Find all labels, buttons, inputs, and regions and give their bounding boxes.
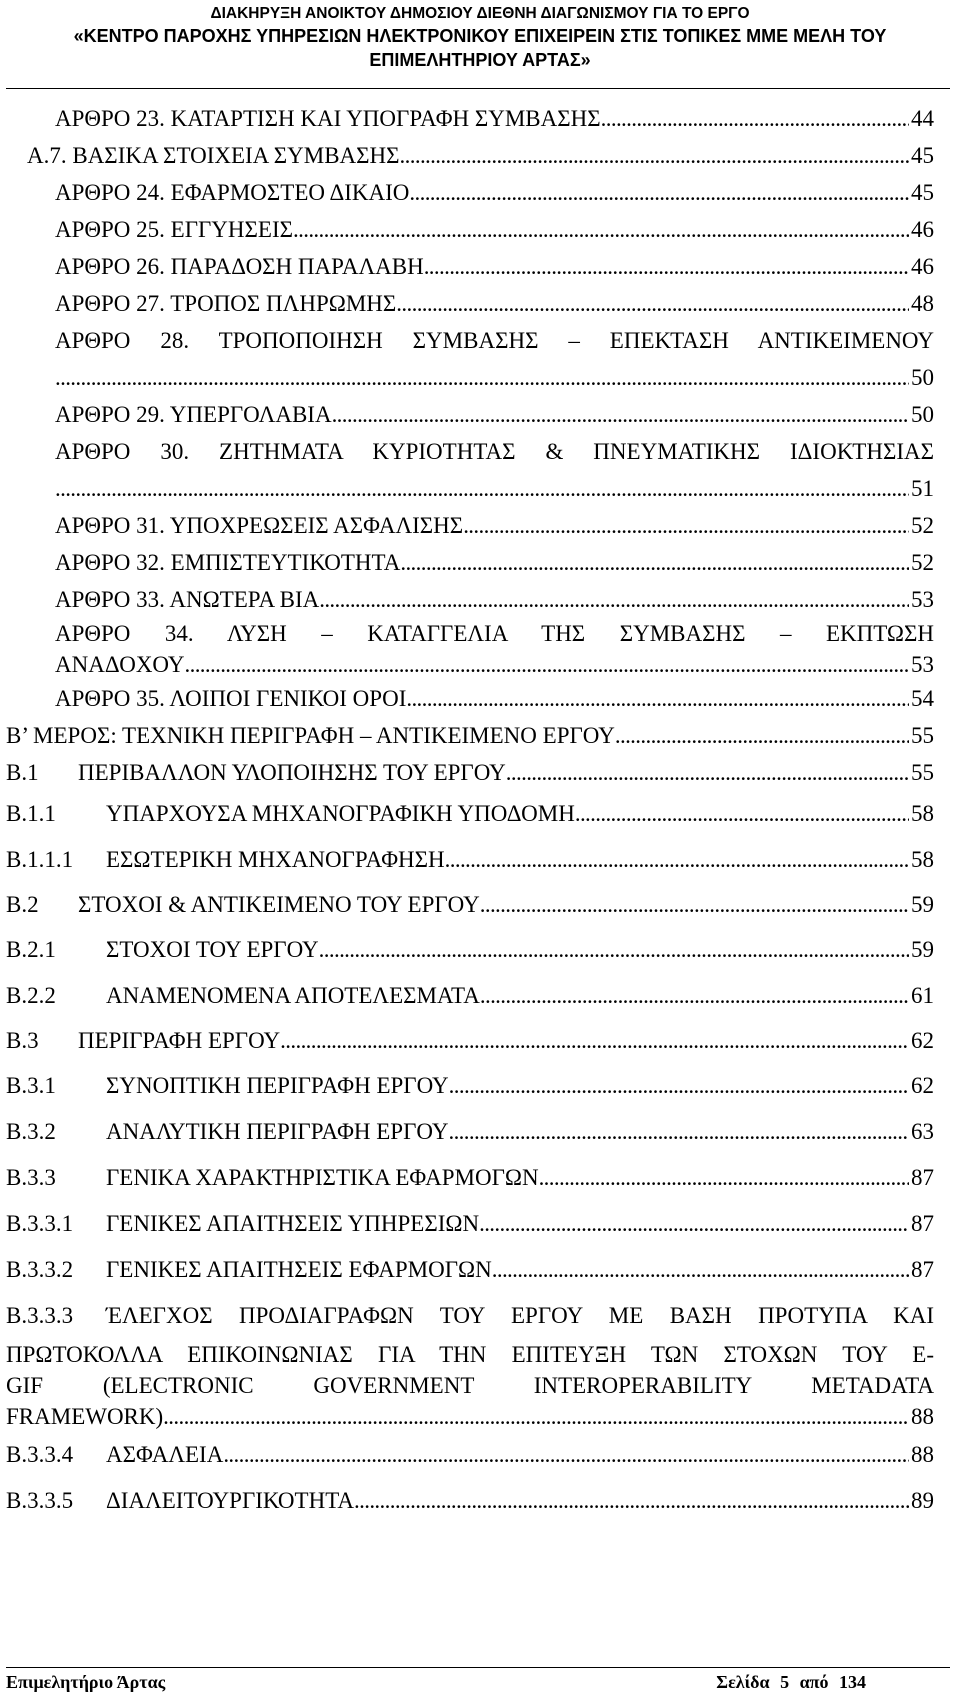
toc-entry[interactable] (6, 174, 934, 211)
toc-entry[interactable] (6, 1155, 934, 1201)
toc-section-number: Β.1.1 (6, 801, 56, 826)
toc-entry[interactable] (6, 1201, 934, 1247)
toc-leader-dots (409, 174, 909, 211)
toc-page-number: 88 (911, 1404, 934, 1429)
toc-entry-title: Β’ ΜΕΡΟΣ: ΤΕΧΝΙΚΗ ΠΕΡΙΓΡΑΦΗ – ΑΝΤΙΚΕΙΜΕΝΟ ΕΡΓΟΥ (6, 723, 615, 748)
toc-leader-dots (615, 717, 909, 754)
toc-page-number: 54 (911, 686, 934, 711)
footer-organization: Επιμελητήριο Άρτας (6, 1672, 166, 1692)
toc-entry-title: ΑΡΘΡΟ 28. ΤΡΟΠΟΠΟΙΗΣΗ ΣΥΜΒΑΣΗΣ – ΕΠΕΚΤΑΣΗ ΑΝΤΙΚΕΙΜΕΝΟΥ (55, 328, 934, 353)
toc-entry-title: ΑΡΘΡΟ 35. ΛΟΙΠΟΙ ΓΕΝΙΚΟΙ ΟΡΟΙ (55, 686, 407, 711)
toc-section-number: Β.3.2 (6, 1119, 56, 1144)
document-header (0, 4, 960, 72)
toc-entry[interactable] (6, 1432, 934, 1478)
toc-page-number: 89 (911, 1488, 934, 1513)
toc-entry-title: ΓΕΝΙΚΑ ΧΑΡΑΚΤΗΡΙΣΤΙΚΑ ΕΦΑΡΜΟΓΩΝ (106, 1165, 539, 1190)
toc-entry[interactable] (6, 544, 934, 581)
toc-leader-dots (479, 1201, 909, 1247)
toc-entry[interactable] (6, 211, 934, 248)
page-label: Σελίδα (716, 1672, 770, 1692)
toc-page-number: 62 (911, 1073, 934, 1098)
header-line-3: ΕΠΙΜΕΛΗΤΗΡΙΟΥ ΑΡΤΑΣ» (369, 50, 591, 70)
total-pages: 134 (839, 1672, 866, 1692)
toc-section-number: Β.3.3.3 (6, 1303, 74, 1328)
toc-page-number: 50 (911, 402, 934, 427)
toc-leader-dots (293, 211, 909, 248)
toc-page-number: 48 (911, 291, 934, 316)
toc-leader-dots (406, 680, 909, 717)
toc-entry-title: ΑΡΘΡΟ 23. ΚΑΤΑΡΤΙΣΗ ΚΑΙ ΥΠΟΓΡΑΦΗ ΣΥΜΒΑΣΗΣ (55, 106, 601, 131)
toc-page-number: 63 (911, 1119, 934, 1144)
toc-leader-dots (424, 248, 909, 285)
toc-leader-dots (575, 791, 909, 837)
toc-entry[interactable] (6, 1063, 934, 1109)
toc-entry-title-cont: ΑΝΑΔΟΧΟΥ (55, 652, 185, 677)
table-of-contents (6, 100, 934, 1524)
toc-section-number: Β.2 (6, 892, 39, 917)
toc-entry[interactable] (6, 618, 934, 680)
toc-entry-title: ΑΡΘΡΟ 32. ΕΜΠΙΣΤΕΥΤΙΚΟΤΗΤΑ (55, 550, 401, 575)
toc-entry-title-cont: GIF (ELECTRONIC GOVERNMENT INTEROPERABILITY METADATA (6, 1373, 934, 1398)
toc-entry-title: ΑΡΘΡΟ 30. ΖΗΤΗΜΑΤΑ ΚΥΡΙΟΤΗΤΑΣ & ΠΝΕΥΜΑΤΙΚΗΣ ΙΔΙΟΚΤΗΣΙΑΣ (55, 439, 934, 464)
toc-entry-title: ΑΡΘΡΟ 31. ΥΠΟΧΡΕΩΣΕΙΣ ΑΣΦΑΛΙΣΗΣ (55, 513, 464, 538)
toc-leader-dots (55, 470, 909, 507)
toc-entry-title: ΑΡΘΡΟ 26. ΠΑΡΑΔΟΣΗ ΠΑΡΑΛΑΒΗ (55, 254, 424, 279)
toc-leader-dots (449, 1063, 909, 1109)
toc-section-number: Β.3.1 (6, 1073, 56, 1098)
toc-entry-title: ΑΝΑΛΥΤΙΚΗ ΠΕΡΙΓΡΑΦΗ ΕΡΓΟΥ (106, 1119, 449, 1144)
toc-entry[interactable] (6, 100, 934, 137)
toc-leader-dots (185, 649, 910, 680)
toc-leader-dots (480, 883, 909, 927)
toc-page-number: 45 (911, 180, 934, 205)
of-label: από (799, 1672, 829, 1692)
toc-leader-dots (400, 137, 909, 174)
toc-entry-title: ΣΤΟΧΟΙ & ΑΝΤΙΚΕΙΜΕΝΟ ΤΟΥ ΕΡΓΟΥ (78, 892, 480, 917)
toc-page-number: 45 (911, 143, 934, 168)
toc-entry[interactable] (6, 973, 934, 1019)
toc-entry-title: ΑΡΘΡΟ 29. ΥΠΕΡΓΟΛΑΒΙΑ (55, 402, 332, 427)
toc-entry[interactable] (6, 322, 934, 396)
toc-page-number: 58 (911, 801, 934, 826)
toc-section-number: Β.3.3.5 (6, 1488, 74, 1513)
toc-entry-title: ΣΥΝΟΠΤΙΚΗ ΠΕΡΙΓΡΑΦΗ ΕΡΓΟΥ (106, 1073, 449, 1098)
toc-entry[interactable] (6, 791, 934, 837)
toc-leader-dots (55, 359, 909, 396)
toc-page-number: 53 (911, 652, 934, 677)
toc-entry-title: ΔΙΑΛΕΙΤΟΥΡΓΙΚΟΤΗΤΑ (106, 1488, 355, 1513)
toc-section-number: Β.3.3 (6, 1165, 56, 1190)
current-page-number: 5 (780, 1672, 790, 1692)
toc-section-number: Β.2.2 (6, 983, 56, 1008)
toc-page-number: 52 (911, 513, 934, 538)
toc-leader-dots (448, 1109, 909, 1155)
toc-entry[interactable] (6, 1478, 934, 1524)
header-line-1: ΔΙΑΚΗΡΥΞΗ ΑΝΟΙΚΤΟΥ ΔΗΜΟΣΙΟΥ ΔΙΕΘΝΗ ΔΙΑΓΩΝΙΣΜΟΥ ΓΙΑ ΤΟ ΕΡΓΟ (210, 5, 750, 22)
toc-leader-dots (354, 1478, 909, 1524)
toc-entry[interactable] (6, 837, 934, 883)
toc-leader-dots (492, 1247, 909, 1293)
toc-entry-title: ΑΡΘΡΟ 24. ΕΦΑΡΜΟΣΤΕΟ ΔΙΚΑΙΟ (55, 180, 410, 205)
toc-leader-dots (223, 1432, 909, 1478)
toc-page-number: 44 (911, 106, 934, 131)
toc-page-number: 46 (911, 217, 934, 242)
toc-page-number: 55 (911, 723, 934, 748)
toc-page-number: 53 (911, 587, 934, 612)
toc-entry[interactable] (6, 285, 934, 322)
toc-entry-title: ΣΤΟΧΟΙ ΤΟΥ ΕΡΓΟΥ (106, 937, 319, 962)
toc-page-number: 58 (911, 847, 934, 872)
toc-entry-title: ΈΛΕΓΧΟΣ ΠΡΟΔΙΑΓΡΑΦΩΝ ΤΟΥ ΕΡΓΟΥ ΜΕ ΒΑΣΗ ΠΡΟΤΥΠΑ ΚΑΙ (106, 1303, 934, 1328)
toc-entry[interactable] (6, 433, 934, 507)
toc-page-number: 51 (911, 476, 934, 501)
header-divider (6, 88, 950, 89)
toc-page-number: 46 (911, 254, 934, 279)
toc-page-number: 61 (911, 983, 934, 1008)
toc-entry-title: ΥΠΑΡΧΟΥΣΑ ΜΗΧΑΝΟΓΡΑΦΙΚΗ ΥΠΟΔΟΜΗ (106, 801, 575, 826)
toc-leader-dots (319, 927, 909, 973)
toc-entry-title: ΠΕΡΙΒΑΛΛΟΝ ΥΛΟΠΟΙΗΣΗΣ ΤΟΥ ΕΡΓΟΥ (78, 760, 506, 785)
toc-entry-title: ΕΣΩΤΕΡΙΚΗ ΜΗΧΑΝΟΓΡΑΦΗΣΗ (106, 847, 445, 872)
toc-section-number: Β.3.3.1 (6, 1211, 74, 1236)
toc-section-number: Β.3 (6, 1028, 39, 1053)
toc-entry-title: ΑΡΘΡΟ 25. ΕΓΓΥΗΣΕΙΣ (55, 217, 294, 242)
toc-leader-dots (396, 285, 909, 322)
toc-leader-dots (319, 581, 909, 618)
toc-entry[interactable] (6, 248, 934, 285)
toc-entry-title: ΓΕΝΙΚΕΣ ΑΠΑΙΤΗΣΕΙΣ ΥΠΗΡΕΣΙΩΝ (106, 1211, 480, 1236)
toc-entry-title: ΑΡΘΡΟ 34. ΛΥΣΗ – ΚΑΤΑΓΓΕΛΙΑ ΤΗΣ ΣΥΜΒΑΣΗΣ – ΕΚΠΤΩΣΗ (55, 621, 934, 646)
toc-page-number: 62 (911, 1028, 934, 1053)
toc-page-number: 87 (911, 1257, 934, 1282)
page-footer (6, 1672, 866, 1693)
toc-entry-title: ΠΕΡΙΓΡΑΦΗ ΕΡΓΟΥ (78, 1028, 281, 1053)
toc-section-number: Β.3.3.4 (6, 1442, 74, 1467)
footer-divider (6, 1667, 950, 1668)
toc-page-number: 88 (911, 1442, 934, 1467)
toc-entry-title: ΓΕΝΙΚΕΣ ΑΠΑΙΤΗΣΕΙΣ ΕΦΑΡΜΟΓΩΝ (106, 1257, 492, 1282)
toc-leader-dots (400, 544, 909, 581)
toc-entry[interactable] (6, 581, 934, 618)
toc-section-number: Β.1.1.1 (6, 847, 74, 872)
toc-page-number: 59 (911, 892, 934, 917)
toc-entry[interactable] (6, 717, 934, 754)
toc-leader-dots (463, 507, 909, 544)
toc-page-number: 59 (911, 937, 934, 962)
toc-entry-title: ΑΡΘΡΟ 27. ΤΡΟΠΟΣ ΠΛΗΡΩΜΗΣ (55, 291, 397, 316)
toc-section-number: Β.1 (6, 760, 39, 785)
toc-entry-title-cont: FRAMEWORK) (6, 1404, 164, 1429)
toc-entry[interactable] (6, 1293, 934, 1432)
toc-entry-title-cont: ΠΡΩΤΟΚΟΛΛΑ ΕΠΙΚΟΙΝΩΝΙΑΣ ΓΙΑ ΤΗΝ ΕΠΙΤΕΥΞΗ ΤΩΝ ΣΤΟΧΩΝ ΤΟΥ Ε- (6, 1342, 934, 1367)
toc-page-number: 55 (911, 760, 934, 785)
toc-leader-dots (280, 1019, 909, 1063)
toc-entry[interactable] (6, 137, 934, 174)
toc-leader-dots (480, 973, 909, 1019)
toc-leader-dots (601, 100, 909, 137)
toc-page-number: 52 (911, 550, 934, 575)
header-line-2: «ΚΕΝΤΡΟ ΠΑΡΟΧΗΣ ΥΠΗΡΕΣΙΩΝ ΗΛΕΚΤΡΟΝΙΚΟΥ ΕΠΙΧΕΙΡΕΙΝ ΣΤΙΣ ΤΟΠΙΚΕΣ ΜΜΕ ΜΕΛΗ ΤΟΥ (73, 26, 887, 46)
toc-entry-title: ΑΡΘΡΟ 33. ΑΝΩΤΕΡΑ ΒΙΑ (55, 587, 320, 612)
toc-section-number: Β.2.1 (6, 937, 56, 962)
toc-page-number: 87 (911, 1211, 934, 1236)
toc-leader-dots (539, 1155, 909, 1201)
toc-entry[interactable] (6, 396, 934, 433)
toc-page-number: 50 (911, 365, 934, 390)
toc-entry-title: ΑΣΦΑΛΕΙΑ (106, 1442, 224, 1467)
toc-entry[interactable] (6, 1247, 934, 1293)
toc-leader-dots (506, 754, 909, 791)
toc-section-number: Β.3.3.2 (6, 1257, 74, 1282)
toc-entry[interactable] (6, 883, 934, 927)
toc-entry[interactable] (6, 1109, 934, 1155)
toc-entry[interactable] (6, 1019, 934, 1063)
toc-entry-title: ΑΝΑΜΕΝΟΜΕΝΑ ΑΠΟΤΕΛΕΣΜΑΤΑ (106, 983, 480, 1008)
page-indicator (710, 1672, 866, 1693)
toc-entry[interactable] (6, 507, 934, 544)
toc-entry[interactable] (6, 680, 934, 717)
toc-page-number: 87 (911, 1165, 934, 1190)
toc-entry[interactable] (6, 754, 934, 791)
toc-entry-title: Α.7. ΒΑΣΙΚΑ ΣΤΟΙΧΕΙΑ ΣΥΜΒΑΣΗΣ (27, 143, 400, 168)
toc-entry[interactable] (6, 927, 934, 973)
toc-leader-dots (445, 837, 909, 883)
toc-leader-dots (332, 396, 909, 433)
toc-leader-dots (163, 1401, 909, 1432)
